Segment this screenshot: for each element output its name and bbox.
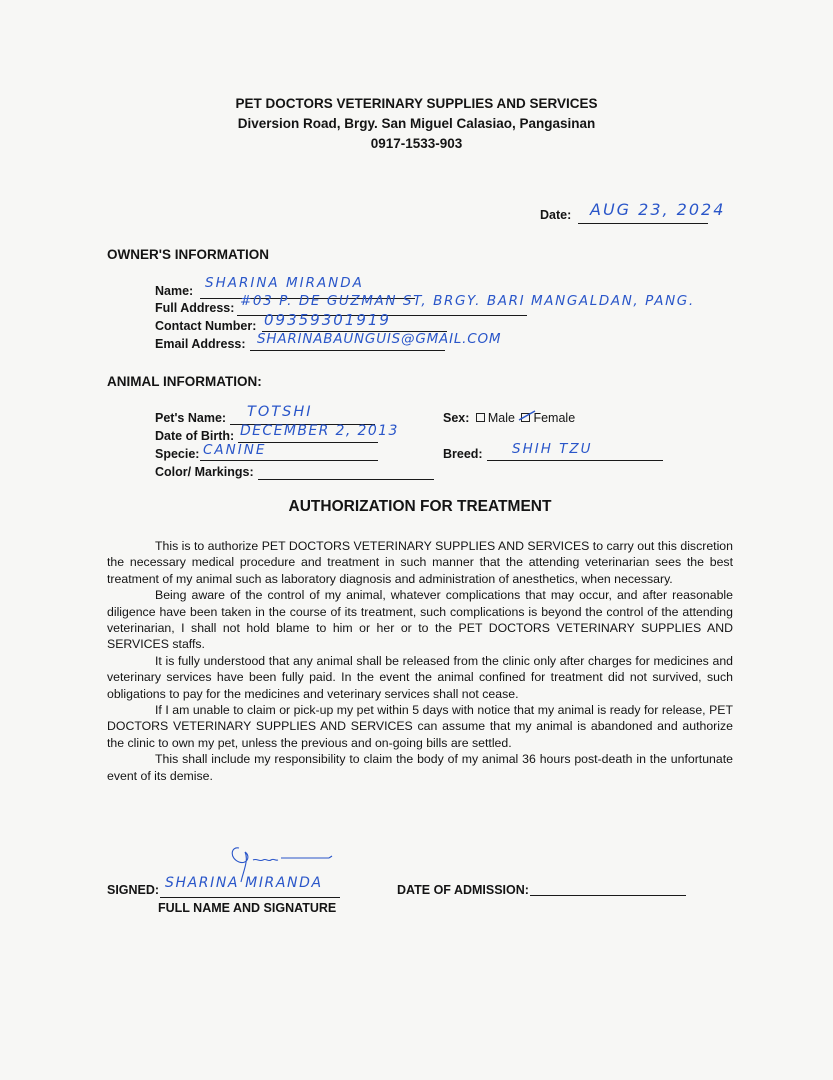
paragraph-1: This is to authorize PET DOCTORS VETERINARY SUPPLIES AND SERVICES to carry out this discretion the necessary medical procedure and treatment in such manner that the attending veterinarian sees the best treatment of my animal such as laboratory diagnosis and administration of anesthetics, when necessary.: [107, 539, 733, 586]
pet-name-value[interactable]: TOTSHI: [247, 404, 313, 420]
owner-name-label: Name:: [155, 284, 194, 298]
address-value[interactable]: #03 P. DE GUZMAN ST, BRGY. BARI MANGALDAN, PANG.: [240, 293, 695, 309]
breed-label: Breed:: [443, 447, 483, 461]
date-line: [578, 223, 708, 224]
animal-heading: ANIMAL INFORMATION:: [107, 374, 262, 389]
clinic-name: PET DOCTORS VETERINARY SUPPLIES AND SERVICES: [235, 96, 598, 111]
signature-caption: FULL NAME AND SIGNATURE: [158, 901, 337, 915]
female-label: Female: [533, 411, 576, 425]
paragraph-5: This shall include my responsibility to claim the body of my animal 36 hours post-death in the unfortunate event of its demise.: [107, 752, 733, 783]
specie-value[interactable]: CANINE: [203, 442, 267, 458]
owner-heading: OWNER'S INFORMATION: [107, 247, 269, 262]
owner-name-value[interactable]: SHARINA MIRANDA: [205, 275, 364, 291]
specie-label: Specie:: [155, 447, 200, 461]
color-label: Color/ Markings:: [155, 465, 254, 479]
dob-value[interactable]: DECEMBER 2, 2013: [240, 423, 399, 439]
paragraph-3: It is fully understood that any animal shall be released from the clinic only after charges for medicines and veterinary services have been fully paid. In the event the animal confined for treatment did not survived, such obligations to pay for the medicines and veterinary services shall not cease.: [107, 653, 733, 701]
dob-label: Date of Birth:: [155, 429, 235, 443]
paragraph-4: If I am unable to claim or pick-up my pet within 5 days with notice that my animal is ready for release, PET DOCTORS VETERINARY SUPPLIES AND SERVICES can assume that my animal is abandoned and authorize the clinic to own my pet, unless the previous and on-going bills are settled.: [107, 703, 733, 750]
admission-label: DATE OF ADMISSION:: [397, 883, 529, 897]
male-label: Male: [487, 411, 515, 425]
male-checkbox[interactable]: [476, 413, 485, 422]
email-value[interactable]: SHARINABAUNGUIS@GMAIL.COM: [257, 331, 502, 347]
email-label: Email Address:: [155, 337, 246, 351]
contact-label: Contact Number:: [155, 319, 257, 333]
email-line: [250, 350, 445, 351]
color-line: [258, 479, 434, 480]
signed-name-value[interactable]: SHARINA MIRANDA: [165, 875, 323, 891]
breed-value[interactable]: SHIH TZU: [512, 441, 593, 457]
female-checkbox[interactable]: [521, 413, 530, 422]
pet-name-label: Pet's Name:: [155, 411, 227, 425]
signature-scribble: [225, 838, 340, 898]
specie-line: [200, 460, 378, 461]
date-label: Date:: [540, 208, 572, 222]
contact-value[interactable]: 09359301919: [264, 311, 391, 329]
date-value[interactable]: AUG 23, 2024: [590, 200, 726, 219]
authorization-title: AUTHORIZATION FOR TREATMENT: [288, 498, 552, 515]
breed-line: [487, 460, 663, 461]
clinic-address: Diversion Road, Brgy. San Miguel Calasiao, Pangasinan: [237, 116, 596, 131]
clinic-phone: 0917-1533-903: [370, 136, 463, 151]
admission-line: [530, 895, 686, 896]
address-label: Full Address:: [155, 301, 235, 315]
sex-label: Sex:: [443, 411, 470, 425]
paragraph-2: Being aware of the control of my animal, whatever complications that may occur, and after reasonable diligence have been taken in the course of its treatment, such complications is beyond the control of the attending veterinarian, I shall not hold blame to him or her or to the PET DOCTORS VETERINARY SUPPLIES AND SERVICES staffs.: [107, 588, 733, 652]
sex-field: [443, 411, 575, 425]
signed-label: SIGNED:: [107, 883, 160, 897]
authorization-body: [107, 538, 733, 784]
